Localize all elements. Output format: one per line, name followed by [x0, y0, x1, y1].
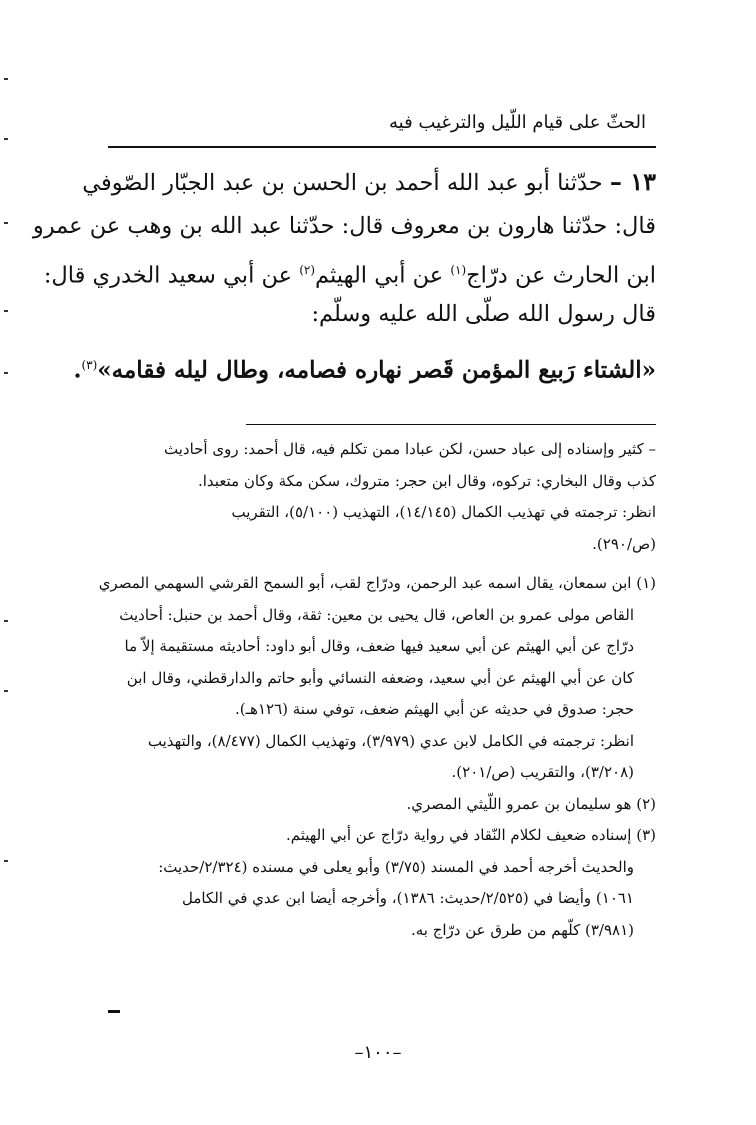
footnote-rule	[246, 424, 656, 425]
footnote-3-line: (٣/٩٨١) كلّهم من طرق عن درّاج به.	[410, 920, 634, 939]
isnad-text-3a: ابن الحارث عن درّاج	[466, 262, 656, 289]
footnote-3-line: ١٠٦١) وأيضا في (٢/٥٢٥/حديث: ١٣٨٦)، وأخرجه أيضا ابن عدي في الكامل	[181, 889, 634, 907]
scan-edge-mark	[4, 372, 8, 374]
isnad-text-3b: عن أبي الهيثم	[315, 262, 444, 289]
isnad-text-1: حدّثنا أبو عبد الله أحمد بن الحسن بن عبد الجبّار الصّوفي	[82, 170, 603, 196]
footnote-1-line: درّاج عن أبي الهيثم عن أبي سعيد فيها ضعف، وقال أبو داود: أحاديثه مستقيمة إلاّ ما	[124, 637, 634, 655]
footnote-continued-line: (ص/٢٩٠).	[592, 534, 656, 553]
hadith-text-block	[32, 160, 656, 396]
isnad-line-2: قال: حدّثنا هارون بن معروف قال: حدّثنا عبد الله بن وهب عن عمرو	[32, 213, 656, 239]
scan-edge-mark	[4, 78, 8, 80]
footnotes-block	[98, 434, 656, 946]
footnote-1-line: القاص مولى عمرو بن العاص، قال يحيى بن معين: ثقة، وقال أحمد بن حنبل: أحاديث	[119, 605, 634, 624]
scan-edge-mark	[4, 690, 8, 692]
scan-edge-mark	[4, 860, 8, 862]
footnote-ref-2[interactable]: (٢)	[299, 263, 316, 277]
scan-edge-mark	[4, 310, 8, 312]
footnote-1-line: (٣/٢٠٨)، والتقريب (ص/٢٠١).	[451, 763, 634, 781]
hadith-text: «الشتاء رَبيع المؤمن قَصر نهاره فصامه، وطال ليله فقامه»	[97, 356, 656, 384]
footnote-1-line: انظر: ترجمته في الكامل لابن عدي (٣/٩٧٩)، وتهذيب الكمال (٨/٤٧٧)، والتهذيب	[147, 731, 634, 750]
footnote-ref-3[interactable]: (٣)	[81, 358, 98, 372]
footnote-1-line: (١) ابن سمعان، يقال اسمه عبد الرحمن، ودرّاج لقب، أبو السمح القرشي السهمي المصري	[98, 574, 656, 592]
footnote-1-line: حجر: صدوق في حديثه عن أبي الهيثم ضعف، توفي سنة (١٢٦هـ).	[235, 700, 634, 718]
footnote-continued-line: كذب وقال البخاري: تركوه، وقال ابن حجر: متروك، سكن مكة وكان متعبدا.	[197, 471, 656, 490]
scan-edge-mark	[4, 138, 8, 140]
footnote-continued-line: انظر: ترجمته في تهذيب الكمال (١٤/١٤٥)، التهذيب (٥/١٠٠)، التقريب	[231, 503, 656, 521]
footnote-1-line: كان عن أبي الهيثم عن أبي سعيد، وضعفه النسائي وأبو حاتم والدارقطني، وقال ابن	[126, 668, 634, 687]
isnad-text-3c: عن أبي سعيد الخدري قال:	[43, 262, 293, 289]
footnote-ref-1[interactable]: (١)	[450, 263, 467, 277]
running-head: الحثّ على قيام اللّيل والترغيب فيه	[388, 112, 646, 133]
header-rule	[108, 146, 656, 148]
hadith-matn	[73, 340, 656, 396]
footnote-2: (٢) هو سليمان بن عمرو اللّيثي المصري.	[406, 794, 656, 813]
isnad-line-1	[82, 160, 656, 204]
section-end-mark	[108, 1010, 120, 1013]
hadith-number: ١٣ –	[609, 167, 656, 196]
isnad-line-4: قال رسول الله صلّى الله عليه وسلّم:	[311, 301, 656, 327]
footnote-continued-line: – كثير وإسناده إلى عباد حسن، لكن عبادا ممن تكلم فيه، قال أحمد: روى أحاديث	[164, 440, 656, 458]
footnote-3: (٣) إسناده ضعيف لكلام النّقاد في رواية درّاج عن أبي الهيثم.	[285, 826, 656, 844]
page-number: –١٠٠–	[354, 1042, 402, 1063]
scan-edge-mark	[4, 620, 8, 622]
footnote-3-line: والحديث أخرجه أحمد في المسند (٣/٧٥) وأبو يعلى في مسنده (٢/٣٢٤/حديث:	[158, 857, 634, 876]
isnad-line-3	[43, 248, 656, 292]
hadith-end: .	[73, 356, 82, 384]
scan-edge-mark	[4, 222, 8, 224]
